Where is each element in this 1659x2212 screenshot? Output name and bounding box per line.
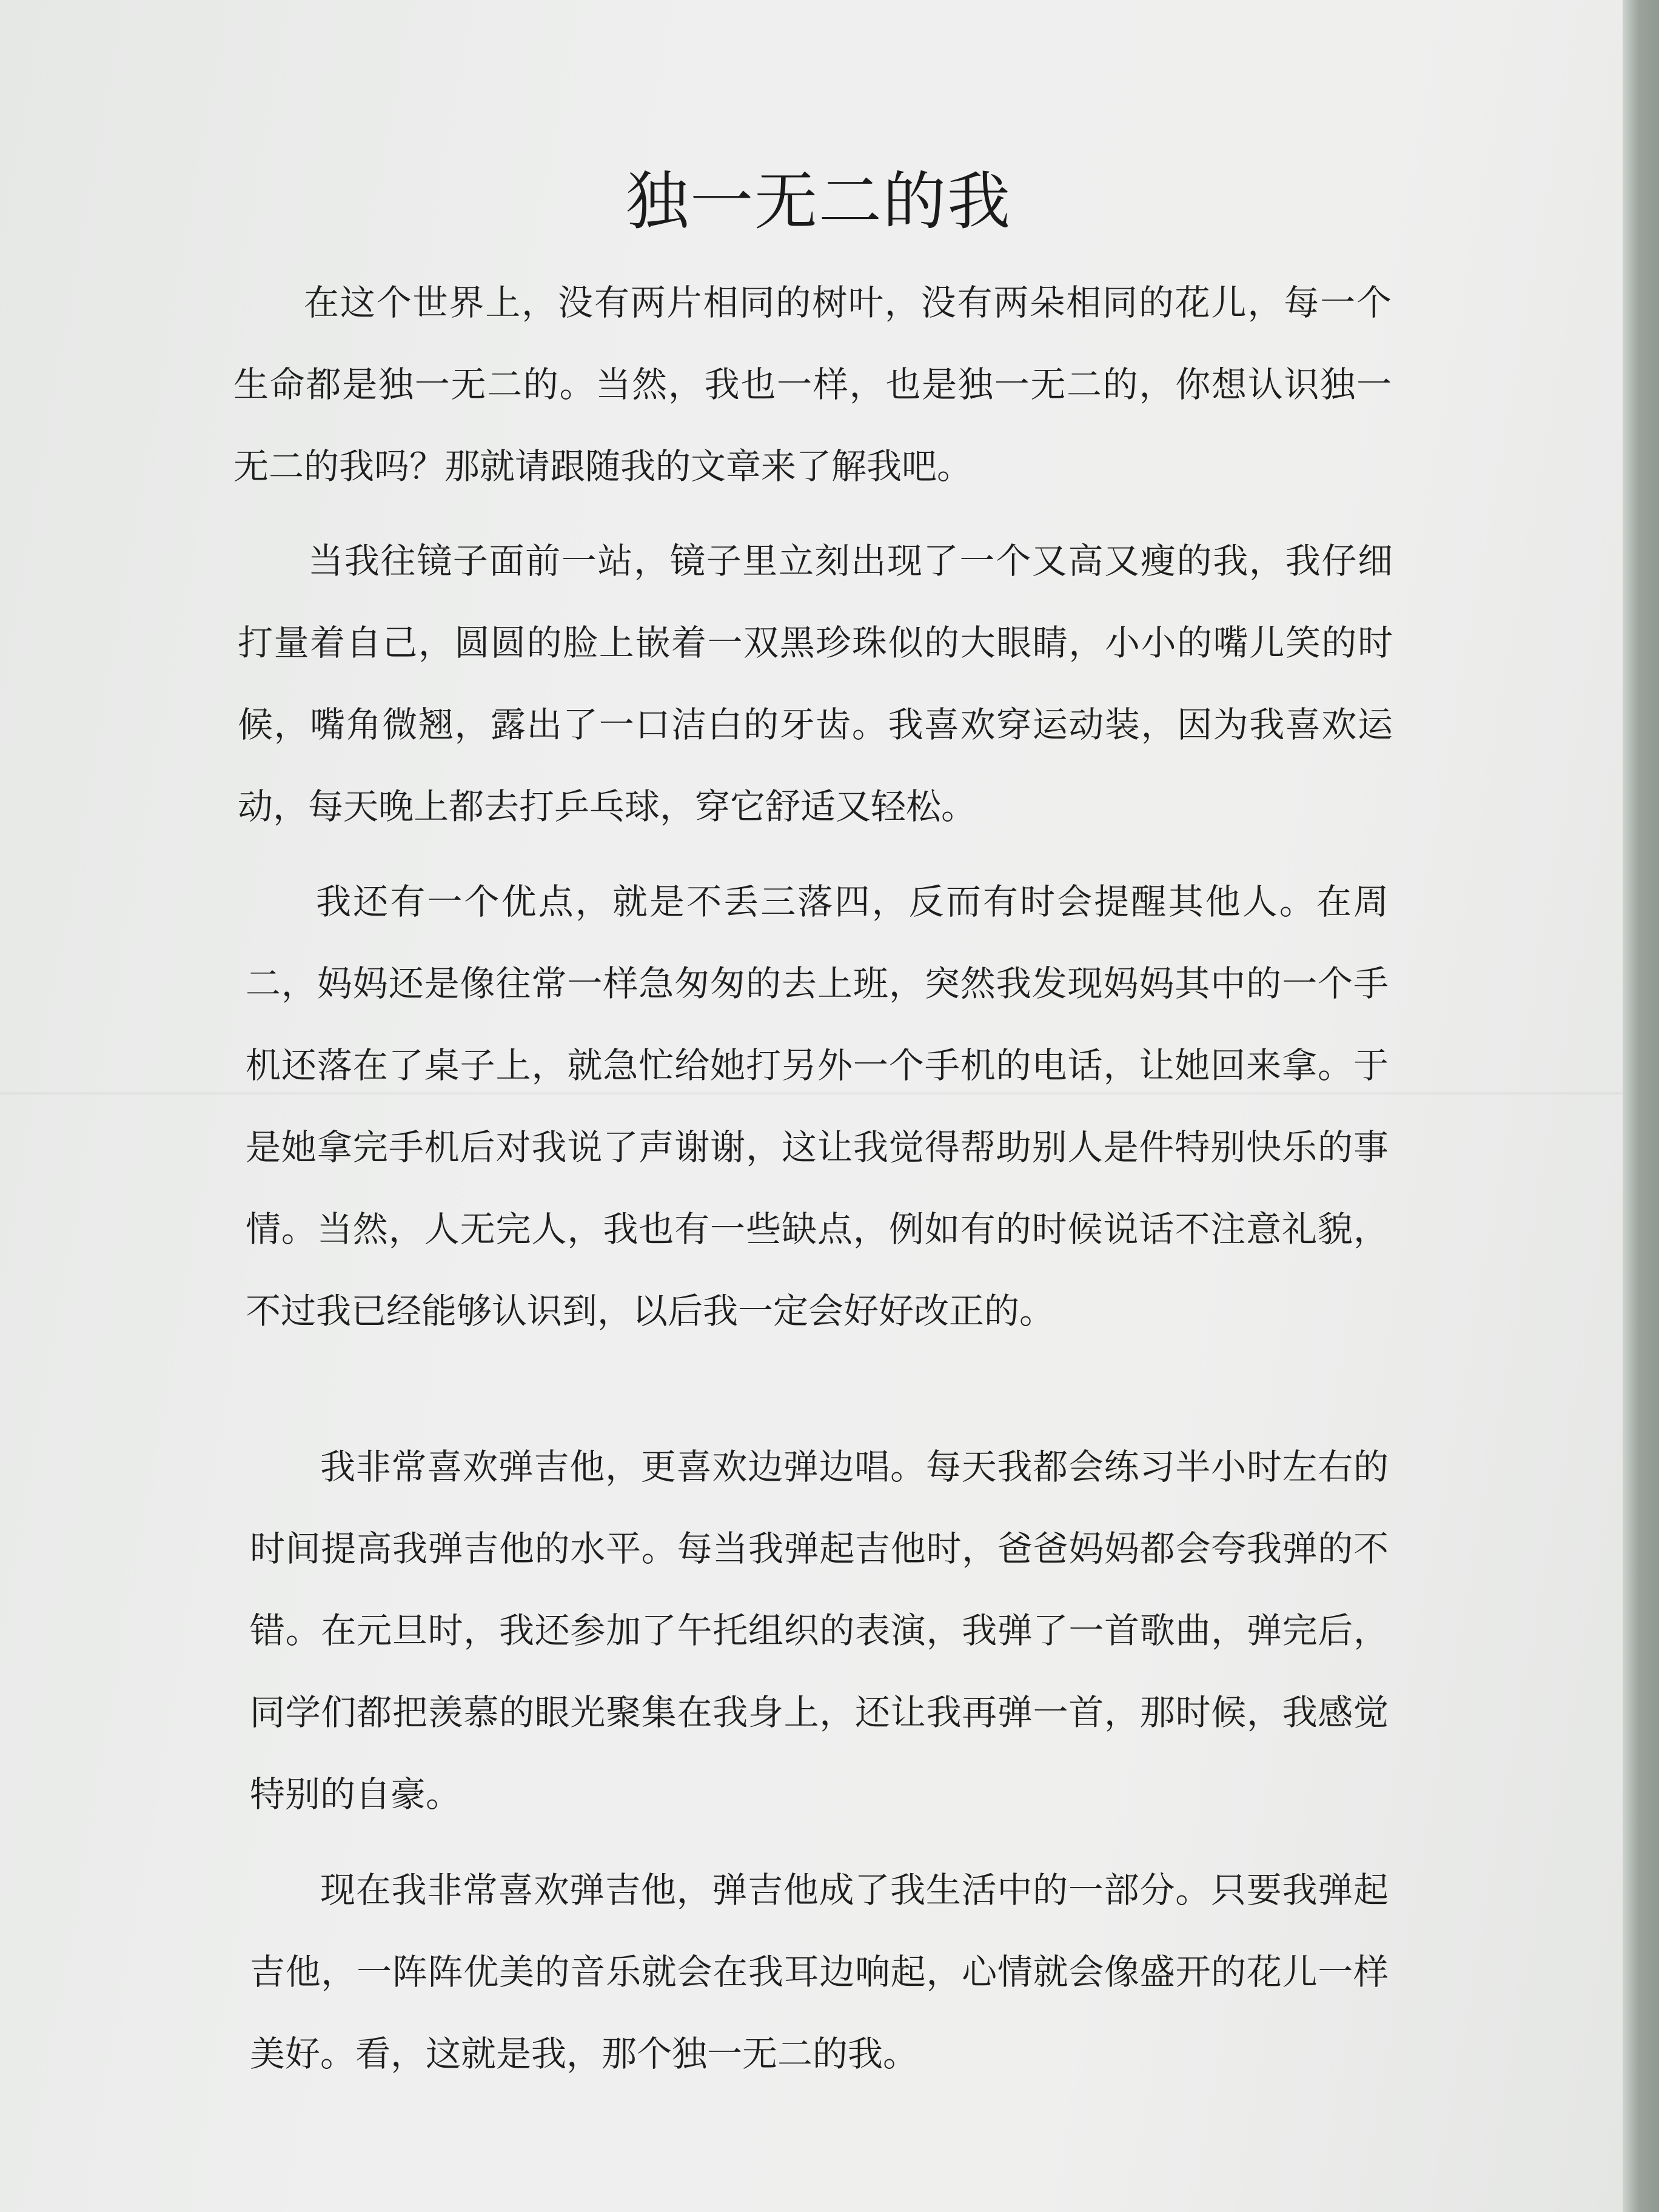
background-surface-edge — [1623, 0, 1659, 2212]
paragraph-4: 我非常喜欢弹吉他，更喜欢边弹边唱。每天我都会练习半小时左右的时间提高我弹吉他的水平。每当我弹起吉他时，爸爸妈妈都会夸我弹的不错。在元旦时，我还参加了午托组织的表演，我弹了一首歌曲，弹完后，同学们都把羡慕的眼光聚集在我身上，还让我再弹一首，那时候，我感觉特别的自豪。 — [250, 1446, 1389, 1815]
paragraph-1: 在这个世界上，没有两片相同的树叶，没有两朵相同的花儿，每一个生命都是独一无二的。当然，我也一样，也是独一无二的，你想认识独一无二的我吗？那就请跟随我的文章来了解我吧。 — [233, 282, 1392, 487]
paragraph-2: 当我往镜子面前一站，镜子里立刻出现了一个又高又瘦的我，我仔细打量着自己，圆圆的脸上嵌着一双黑珍珠似的大眼睛，小小的嘴儿笑的时候，嘴角微翘，露出了一口洁白的牙齿。我喜欢穿运动装，因为我喜欢运动，每天晚上都去打乒乓球，穿它舒适又轻松。 — [238, 540, 1393, 827]
paragraph-3: 我还有一个优点，就是不丢三落四，反而有时会提醒其他人。在周二，妈妈还是像往常一样急匆匆的去上班，突然我发现妈妈其中的一个手机还落在了桌子上，就急忙给她打另外一个手机的电话，让她回来拿。于是她拿完手机后对我说了声谢谢，这让我觉得帮助别人是件特别快乐的事情。当然，人无完人，我也有一些缺点，例如有的时候说话不注意礼貌，不过我已经能够认识到，以后我一定会好好改正的。 — [246, 881, 1389, 1332]
paragraph-5: 现在我非常喜欢弹吉他，弹吉他成了我生活中的一部分。只要我弹起吉他，一阵阵优美的音乐就会在我耳边响起，心情就会像盛开的花儿一样美好。看，这就是我，那个独一无二的我。 — [250, 1869, 1389, 2074]
essay-title: 独一无二的我 — [625, 164, 1011, 238]
